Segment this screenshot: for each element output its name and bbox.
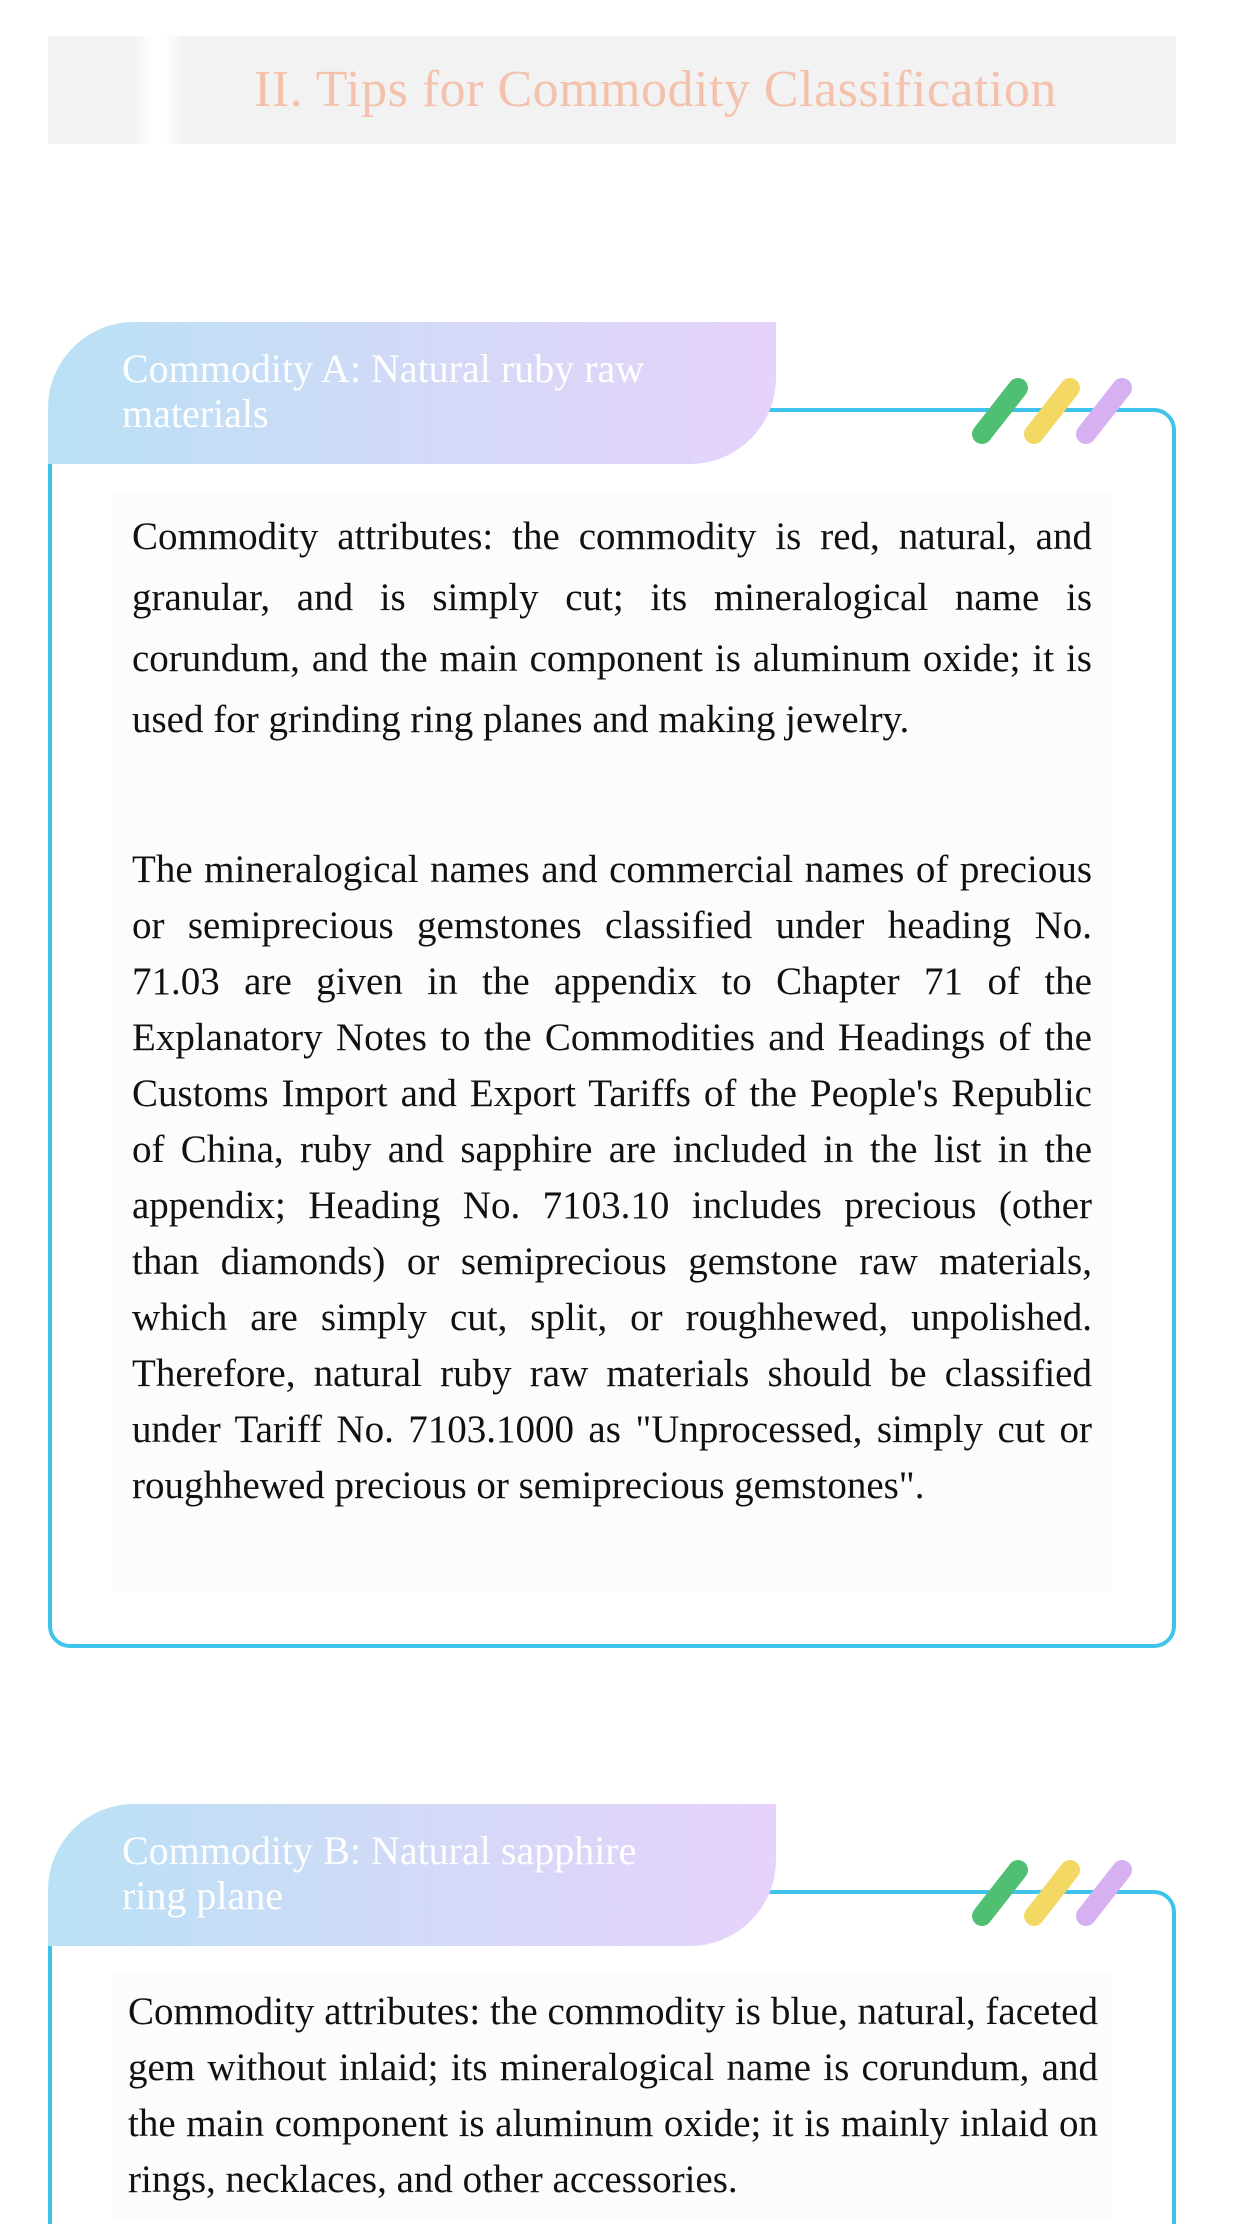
classification-explanation-text: The mineralogical names and commercial names of precious or semiprecious gemstones classified under heading No. 71.03 are given in the appendix to Chapter 71 of the Explanatory Notes to the Commodities and Headings of the Customs Import and Export Tariffs of the People's Republic of China, ruby and sapphire are included in the list in the appendix; Heading No. 7103.10 includes precious (other than diamonds) or semiprecious gemstone raw materials, which are simply cut, split, or roughhewed, unpolished. Therefore, natural ruby raw materials should be classified under Tariff No. 7103.1000 as "Unprocessed, simply cut or roughhewed precious or semiprecious gemstones". (132, 848, 1092, 1507)
diagonal-stripes-icon (968, 376, 1140, 446)
card-tab-title: Commodity B: Natural sapphire ring plane (122, 1828, 637, 1918)
card-tab (48, 322, 776, 464)
commodity-attributes-text: Commodity attributes: the commodity is blue, natural, faceted gem without inlaid; its mineralogical name is corundum, and the main component is aluminum oxide; it is mainly inlaid on rings, necklaces, and other accessories. (128, 1990, 1098, 2201)
diagonal-stripes-icon (968, 1858, 1140, 1928)
banner-divider (134, 36, 184, 144)
card-body (112, 1970, 1112, 2220)
commodity-card-a (48, 322, 1176, 1648)
card-tab-title: Commodity A: Natural ruby raw materials (122, 346, 645, 436)
commodity-attributes-text: Commodity attributes: the commodity is red, natural, and granular, and is simply cut; its mineralogical name is corundum, and the main component is aluminum oxide; it is used for grinding ring planes and making jewelry. (132, 515, 1092, 741)
card-tab (48, 1804, 776, 1946)
card-body (112, 492, 1112, 1592)
commodity-card-b (48, 1804, 1176, 2224)
section-title: II. Tips for Commodity Classification (254, 61, 1057, 118)
section-banner (48, 36, 1176, 144)
